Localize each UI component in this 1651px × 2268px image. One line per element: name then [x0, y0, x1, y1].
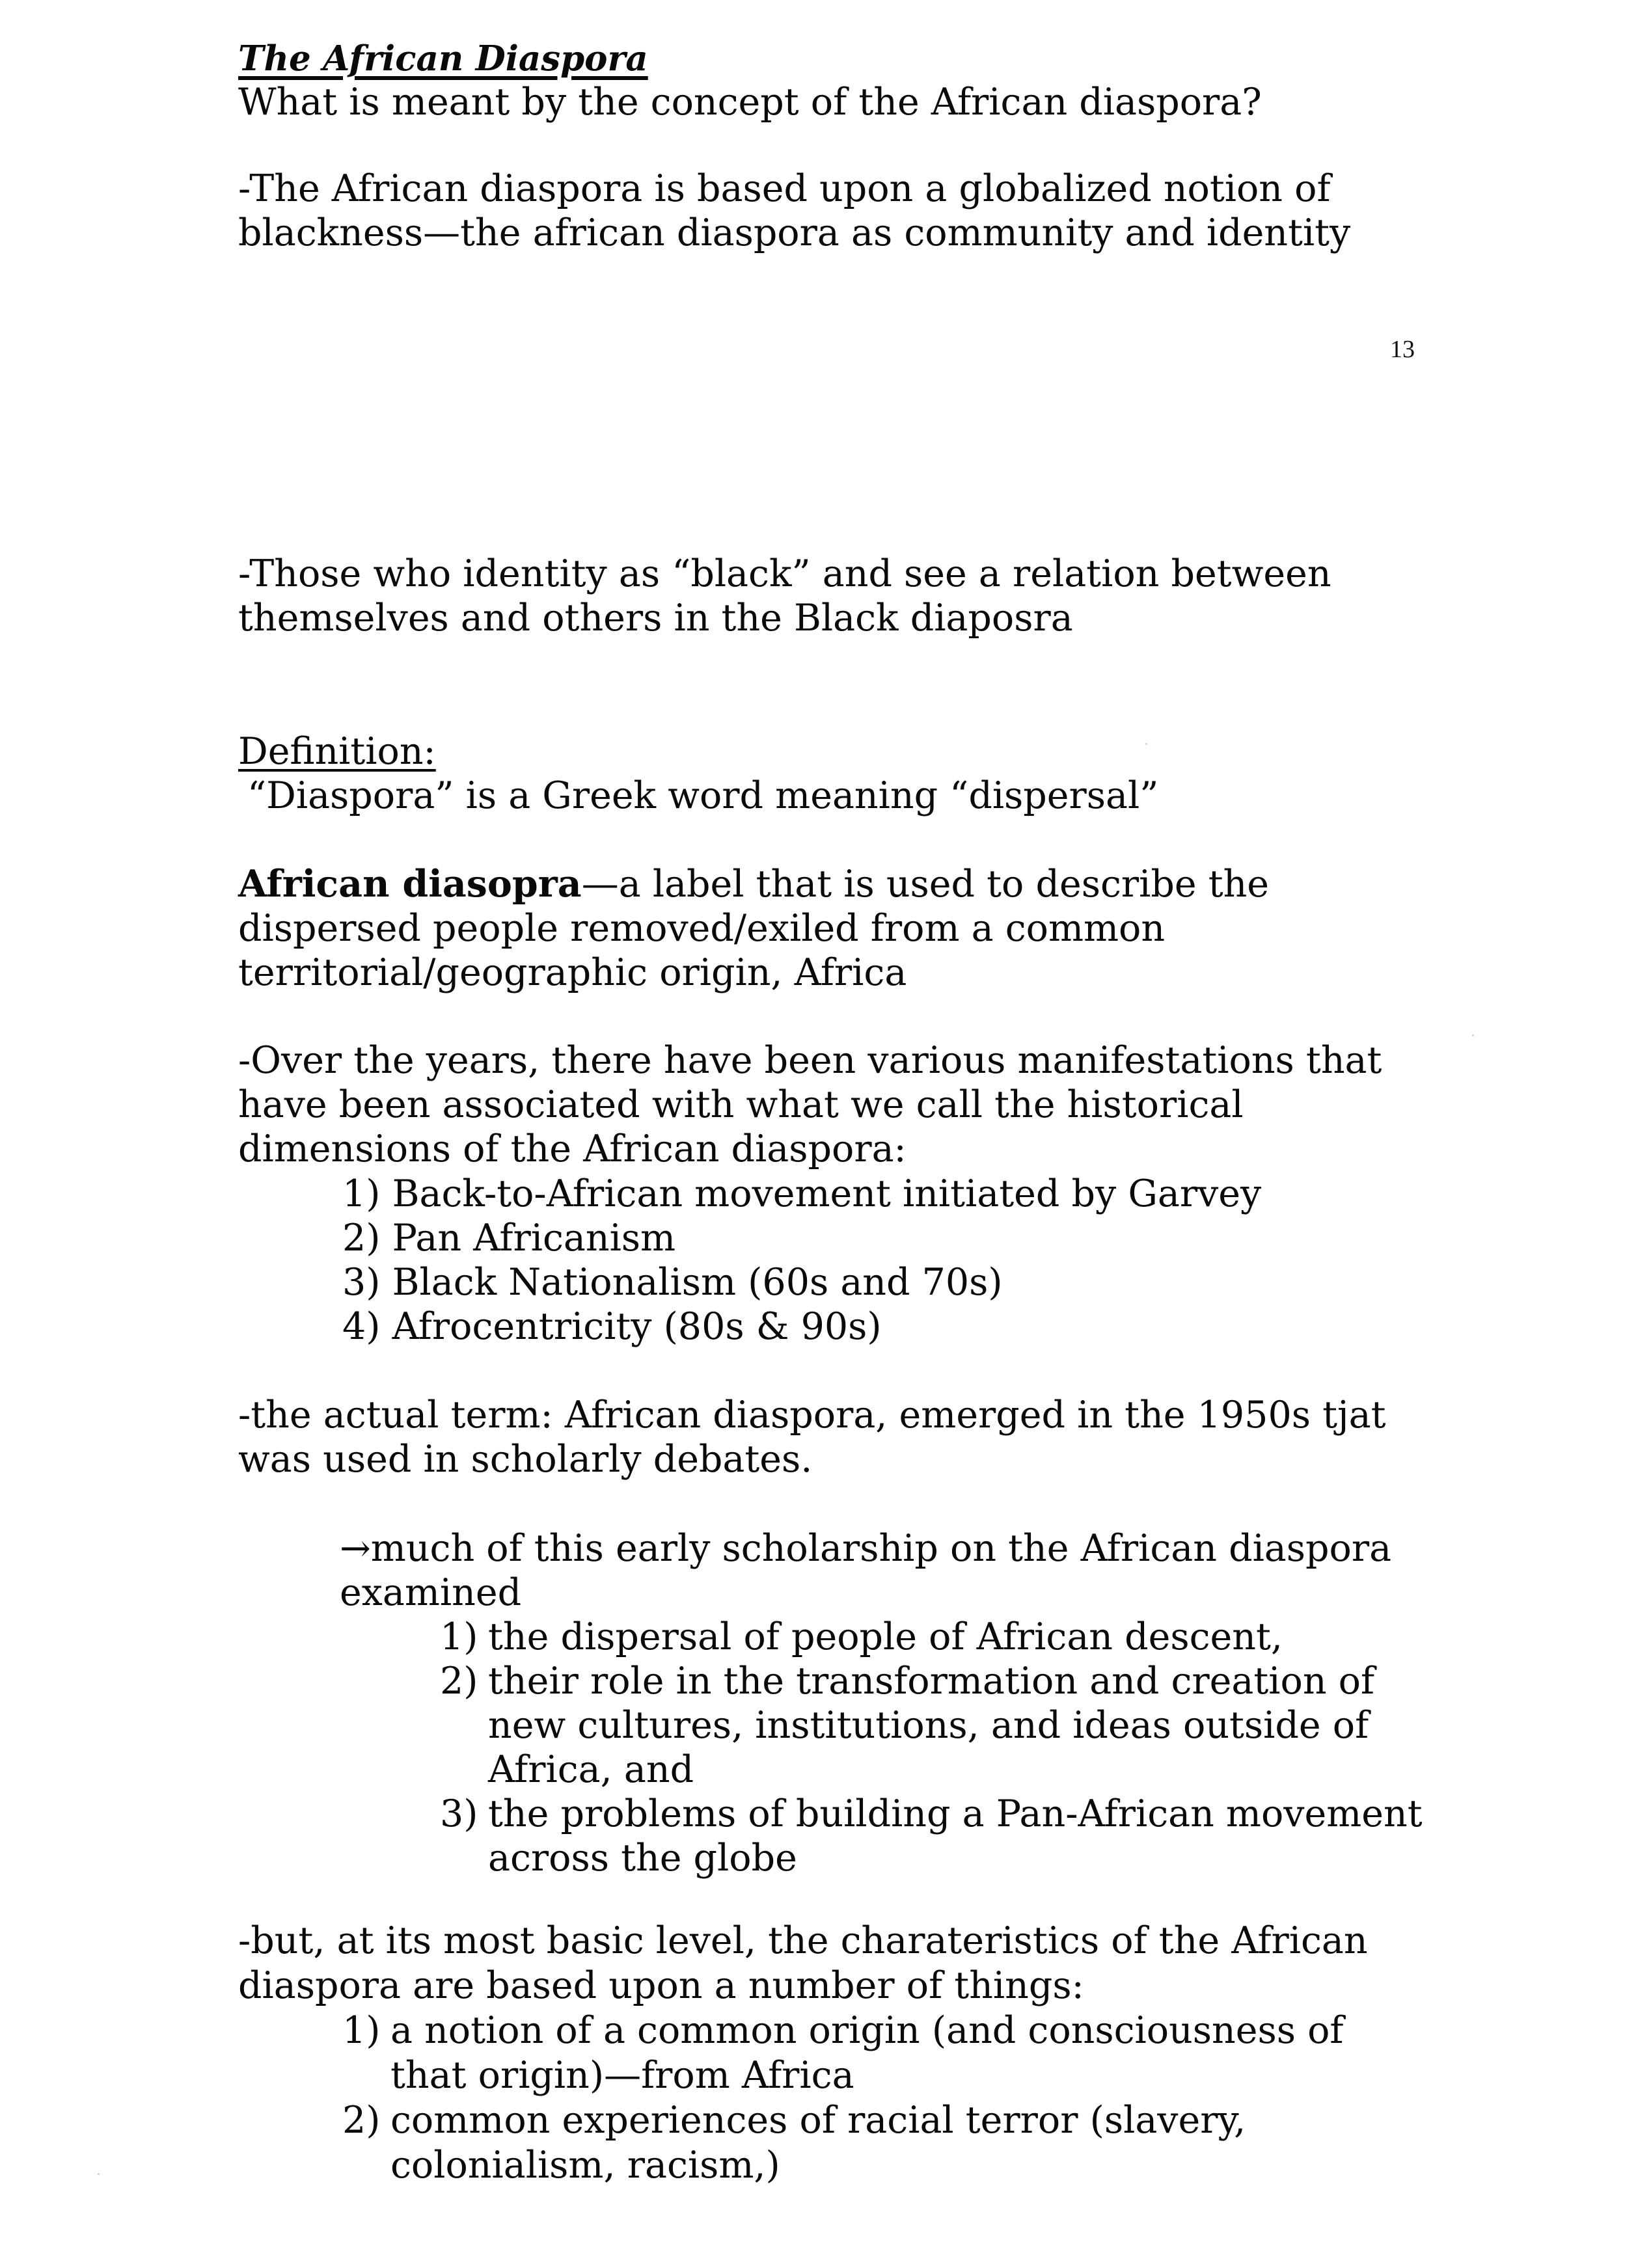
definition-text: “Diaspora” is a Greek word meaning “dispersal”: [247, 774, 1159, 817]
term-origin-line-1: -the actual term: African diaspora, emerged in the 1950s tjat: [238, 1394, 1386, 1437]
manifestation-item: 3) Black Nationalism (60s and 70s): [342, 1261, 1003, 1304]
arrow-right-icon: →: [340, 1527, 371, 1570]
scholarship-item-3-num: 3): [440, 1792, 478, 1835]
manifestations-line-1: -Over the years, there have been various manifestations that: [238, 1039, 1382, 1082]
scholarship-line-1: [340, 1527, 1392, 1570]
page-number: 13: [1390, 336, 1415, 363]
scan-speck: [1145, 743, 1147, 745]
manifestations-line-3: dimensions of the African diaspora:: [238, 1127, 907, 1170]
intro-line-1: -The African diaspora is based upon a globalized notion of: [238, 167, 1331, 210]
scholarship-item-2-num: 2): [440, 1660, 478, 1703]
intro-line-2: blackness—the african diaspora as community and identity: [238, 211, 1351, 254]
definition-heading: Definition:: [238, 730, 436, 773]
identity-line-2: themselves and others in the Black diaposra: [238, 597, 1073, 640]
identity-line-1: -Those who identity as “black” and see a relation between: [238, 552, 1331, 595]
african-diaspora-term: African diasopra: [238, 862, 582, 906]
scholarship-item-3-text: the problems of building a Pan-African movement: [488, 1792, 1423, 1835]
manifestation-item: 2) Pan Africanism: [342, 1217, 676, 1260]
characteristic-item-1-text: a notion of a common origin (and consciousness of: [390, 2009, 1344, 2052]
manifestations-line-2: have been associated with what we call the historical: [238, 1083, 1244, 1126]
african-diaspora-def-line-3: territorial/geographic origin, Africa: [238, 951, 907, 994]
scan-speck: [1472, 1034, 1474, 1036]
scholarship-line-2: examined: [340, 1571, 522, 1614]
scan-speck: [98, 2173, 100, 2175]
manifestation-item: 1) Back-to-African movement initiated by Garvey: [342, 1172, 1262, 1215]
scholarship-item-2-text: their role in the transformation and creation of: [488, 1660, 1375, 1703]
characteristic-item-1-num: 1): [342, 2009, 381, 2052]
scholarship-item-2-text: new cultures, institutions, and ideas outside of: [488, 1704, 1369, 1747]
characteristics-line-2: diaspora are based upon a number of things:: [238, 1964, 1084, 2007]
african-diaspora-def-line-2: dispersed people removed/exiled from a common: [238, 907, 1166, 950]
characteristic-item-2-text: common experiences of racial terror (slavery,: [390, 2099, 1246, 2142]
scholarship-line-1-text: much of this early scholarship on the African diaspora: [370, 1527, 1392, 1570]
african-diaspora-def-line-1: [238, 862, 1270, 906]
african-diaspora-def-rest: —a label that is used to describe the: [581, 863, 1270, 906]
scholarship-item-1-num: 1): [440, 1615, 478, 1658]
characteristic-item-1-text: that origin)—from Africa: [390, 2054, 854, 2097]
scholarship-item-2-text: Africa, and: [488, 1748, 694, 1791]
manifestation-item: 4) Afrocentricity (80s & 90s): [342, 1305, 882, 1348]
characteristic-item-2-num: 2): [342, 2099, 381, 2142]
characteristic-item-2-text: colonialism, racism,): [390, 2144, 780, 2187]
question-line: What is meant by the concept of the African diaspora?: [238, 81, 1262, 124]
document-title: The African Diaspora: [238, 38, 648, 79]
scholarship-item-3-text: across the globe: [488, 1837, 797, 1880]
characteristics-line-1: -but, at its most basic level, the charateristics of the African: [238, 1919, 1368, 1962]
scholarship-item-1-text: the dispersal of people of African descent,: [488, 1615, 1283, 1658]
term-origin-line-2: was used in scholarly debates.: [238, 1438, 813, 1481]
